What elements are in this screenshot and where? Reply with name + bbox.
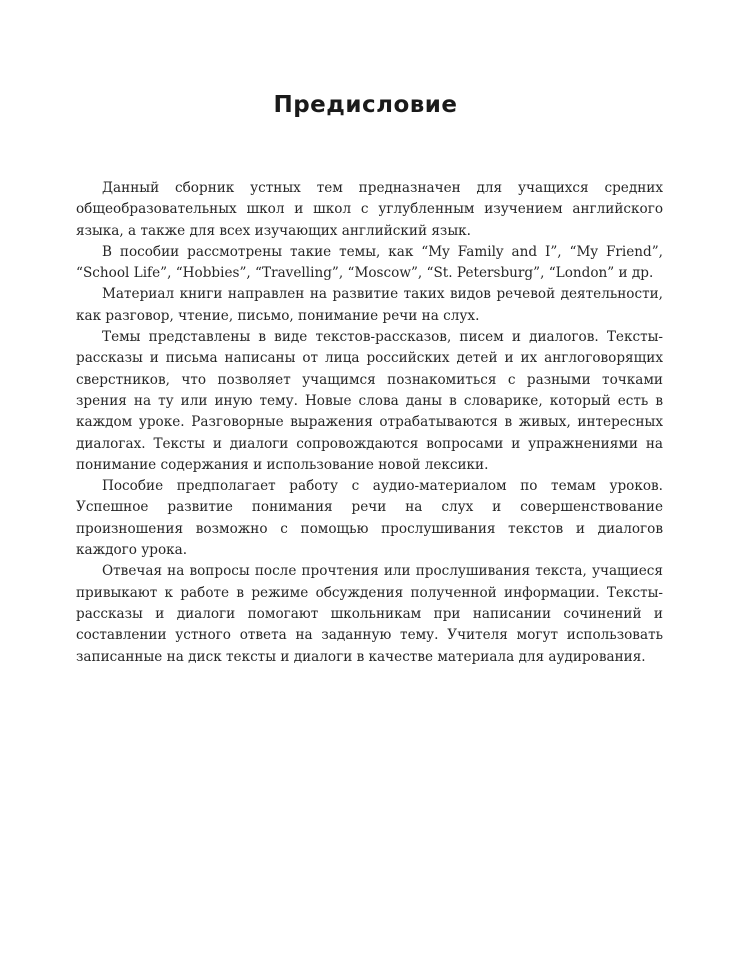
preface-body: [76, 178, 663, 668]
paragraph: Темы представлены в виде текстов-рассказов, писем и диалогов. Тексты-рассказы и письма написаны от лица российских детей и их англоговорящих сверстников, что позволяет учащимся познакомиться с разными точками зрения на ту или иную тему. Новые слова даны в словарике, который есть в каждом уроке. Разговорные выражения отрабатываются в живых, интересных диалогах. Тексты и диалоги сопровождаются вопросами и упражнениями на понимание содержания и использование новой лексики.: [76, 329, 663, 473]
paragraph: Материал книги направлен на развитие таких видов речевой деятельности, как разговор, чтение, письмо, понимание речи на слух.: [76, 286, 663, 324]
paragraph: Данный сборник устных тем предназначен для учащихся средних общеобразовательных школ и школ с углубленным изучением английского языка, а также для всех изучающих английский язык.: [76, 180, 663, 239]
paragraph: Пособие предполагает работу с аудио-материалом по темам уроков. Успешное развитие понимания речи на слух и совершенствование произношения возможно с помощью прослушивания текстов и диалогов каждого урока.: [76, 478, 663, 559]
paragraph: В пособии рассмотрены такие темы, как “My Family and I”, “My Friend”, “School Life”, “Hobbies”, “Travelling”, “Moscow”, “St. Petersburg”, “London” и др.: [76, 243, 663, 282]
page-title: Предисловие: [273, 92, 458, 118]
paragraph: Отвечая на вопросы после прочтения или прослушивания текста, учащиеся привыкают к работе в режиме обсуждения полученной информации. Тексты-рассказы и диалоги помогают школьникам при написании сочинений и составлении устного ответа на заданную тему. Учителя могут использовать записанные на диск тексты и диалоги в качестве материала для аудирования.: [76, 563, 663, 665]
